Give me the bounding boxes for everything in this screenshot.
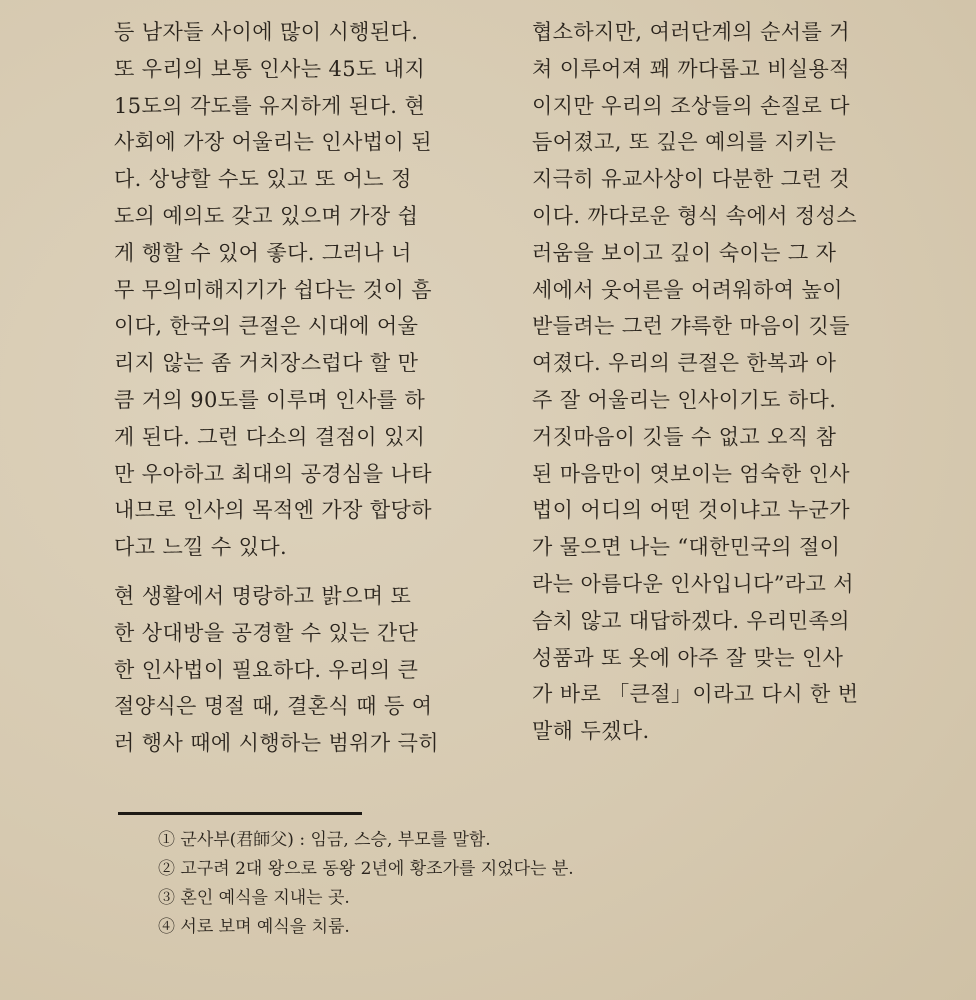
body-line: 절양식은 명절 때, 결혼식 때 등 여	[114, 694, 433, 719]
body-line: 성품과 또 옷에 아주 잘 맞는 인사	[532, 645, 844, 670]
body-line: 무 무의미해지기가 쉽다는 것이 흠	[114, 277, 432, 302]
body-line: 내므로 인사의 목적엔 가장 합당하	[114, 498, 432, 523]
body-line: 슴치 않고 대답하겠다. 우리민족의	[532, 608, 850, 633]
body-line: 쳐 이루어져 꽤 까다롭고 비실용적	[532, 56, 850, 81]
body-line: 이다. 까다로운 형식 속에서 정성스	[532, 203, 857, 228]
body-line: 된 마음만이 엿보이는 엄숙한 인사	[532, 461, 850, 486]
body-line: 말해 두겠다.	[532, 719, 650, 744]
body-line: 이다, 한국의 큰절은 시대에 어울	[114, 314, 419, 339]
body-line: 게 행할 수 있어 좋다. 그러나 너	[114, 240, 412, 265]
left-column	[114, 14, 490, 762]
body-line: 한 상대방을 공경할 수 있는 간단	[114, 620, 419, 645]
body-line: 주 잘 어울리는 인사이기도 하다.	[532, 387, 837, 412]
body-line: 법이 어디의 어떤 것이냐고 누군가	[532, 498, 850, 523]
body-line: 지극히 유교사상이 다분한 그런 것	[532, 167, 850, 192]
body-line: 러 행사 때에 시행하는 범위가 극히	[114, 731, 439, 756]
body-line: 여졌다. 우리의 큰절은 한복과 아	[532, 351, 837, 376]
body-line: 받들려는 그런 갸륵한 마음이 깃들	[532, 314, 850, 339]
body-line: 다고 느낄 수 있다.	[114, 535, 288, 560]
footnote-2: ② 고구려 2대 왕으로 동왕 2년에 황조가를 지었다는 분.	[158, 859, 574, 879]
body-line: 게 된다. 그런 다소의 결점이 있지	[114, 424, 426, 449]
body-line: 가 바로 「큰절」이라고 다시 한 번	[532, 682, 859, 707]
body-line: 도의 예의도 갖고 있으며 가장 쉽	[114, 203, 419, 228]
body-line: 다. 상냥할 수도 있고 또 어느 정	[114, 167, 412, 192]
body-line: 가 물으면 나는 “대한민국의 절이	[532, 535, 841, 560]
footnote-3: ③ 혼인 예식을 지내는 곳.	[158, 888, 350, 908]
footnotes	[158, 826, 778, 942]
body-line: 리지 않는 좀 거치장스럽다 할 만	[114, 351, 419, 376]
body-line: 거짓마음이 깃들 수 없고 오직 참	[532, 424, 837, 449]
body-line: 러움을 보이고 깊이 숙이는 그 자	[532, 240, 837, 265]
body-line: 한 인사법이 필요하다. 우리의 큰	[114, 657, 419, 682]
body-line: 큼 거의 90도를 이루며 인사를 하	[114, 387, 426, 412]
body-line: 세에서 웃어른을 어려워하여 높이	[532, 277, 843, 302]
footnote-4: ④ 서로 보며 예식을 치룸.	[158, 917, 350, 937]
body-line: 협소하지만, 여러단계의 순서를 거	[532, 20, 850, 44]
footnote-1: ① 군사부(君師父) : 임금, 스승, 부모를 말함.	[158, 830, 491, 850]
body-line: 사회에 가장 어울리는 인사법이 된	[114, 130, 432, 155]
body-line: 이지만 우리의 조상들의 손질로 다	[532, 93, 850, 118]
body-line: 라는 아름다운 인사입니다”라고 서	[532, 571, 854, 596]
body-line: 또 우리의 보통 인사는 45도 내지	[114, 56, 426, 81]
body-line: 15도의 각도를 유지하게 된다. 현	[114, 93, 426, 118]
footnote-divider	[118, 812, 362, 815]
body-line: 만 우아하고 최대의 공경심을 나타	[114, 461, 432, 486]
body-line: 현 생활에서 명랑하고 밝으며 또	[114, 583, 412, 608]
paragraph-gap	[114, 566, 490, 578]
body-line: 등 남자들 사이에 많이 시행된다.	[114, 20, 419, 44]
body-line: 듬어졌고, 또 깊은 예의를 지키는	[532, 130, 837, 155]
right-column	[532, 14, 910, 750]
